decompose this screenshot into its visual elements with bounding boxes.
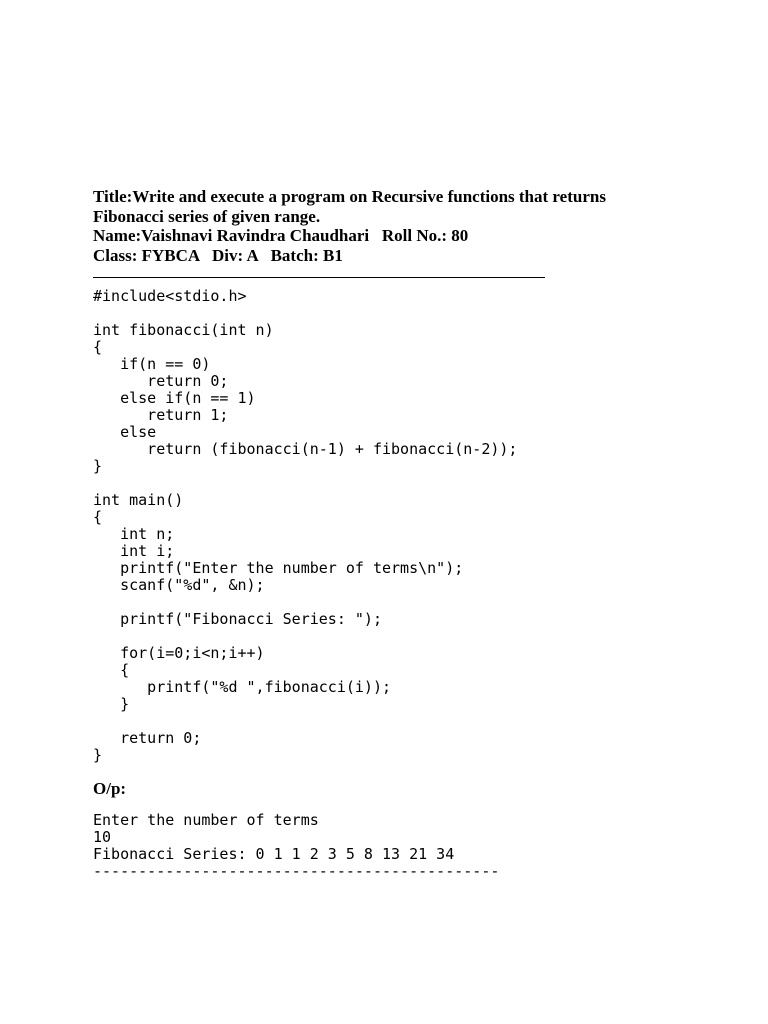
source-code: #include<stdio.h> int fibonacci(int n) { if(n == 0) return 0; else if(n == 1) return 1; else return (fibonacci(n-1) + fibonacci(n-2)); } int main() { int n; int i; printf("Enter the number of terms\n"); scanf("%d", &n); printf("Fibonacci Series: "); for(i=0;i<n;i++) { printf("%d ",fibonacci(i)); } return 0; } bbox=[93, 287, 518, 764]
student-name-line: Name:Vaishnavi Ravindra Chaudhari Roll No.: 80 bbox=[93, 226, 469, 245]
document-header bbox=[93, 187, 733, 265]
class-info-line: Class: FYBCA Div: A Batch: B1 bbox=[93, 245, 343, 265]
program-output-block bbox=[93, 812, 733, 863]
title-line-1: Title:Write and execute a program on Recursive functions that returns bbox=[93, 187, 606, 206]
dashed-separator: --------------------------------------------- bbox=[93, 861, 500, 880]
header-divider bbox=[93, 277, 545, 278]
title-line-2: Fibonacci series of given range. bbox=[93, 206, 321, 226]
output-label: O/p: bbox=[93, 779, 127, 798]
source-code-block bbox=[93, 288, 733, 764]
program-output: Enter the number of terms 10 Fibonacci Series: 0 1 1 2 3 5 8 13 21 34 bbox=[93, 810, 455, 863]
document-page bbox=[93, 187, 733, 880]
